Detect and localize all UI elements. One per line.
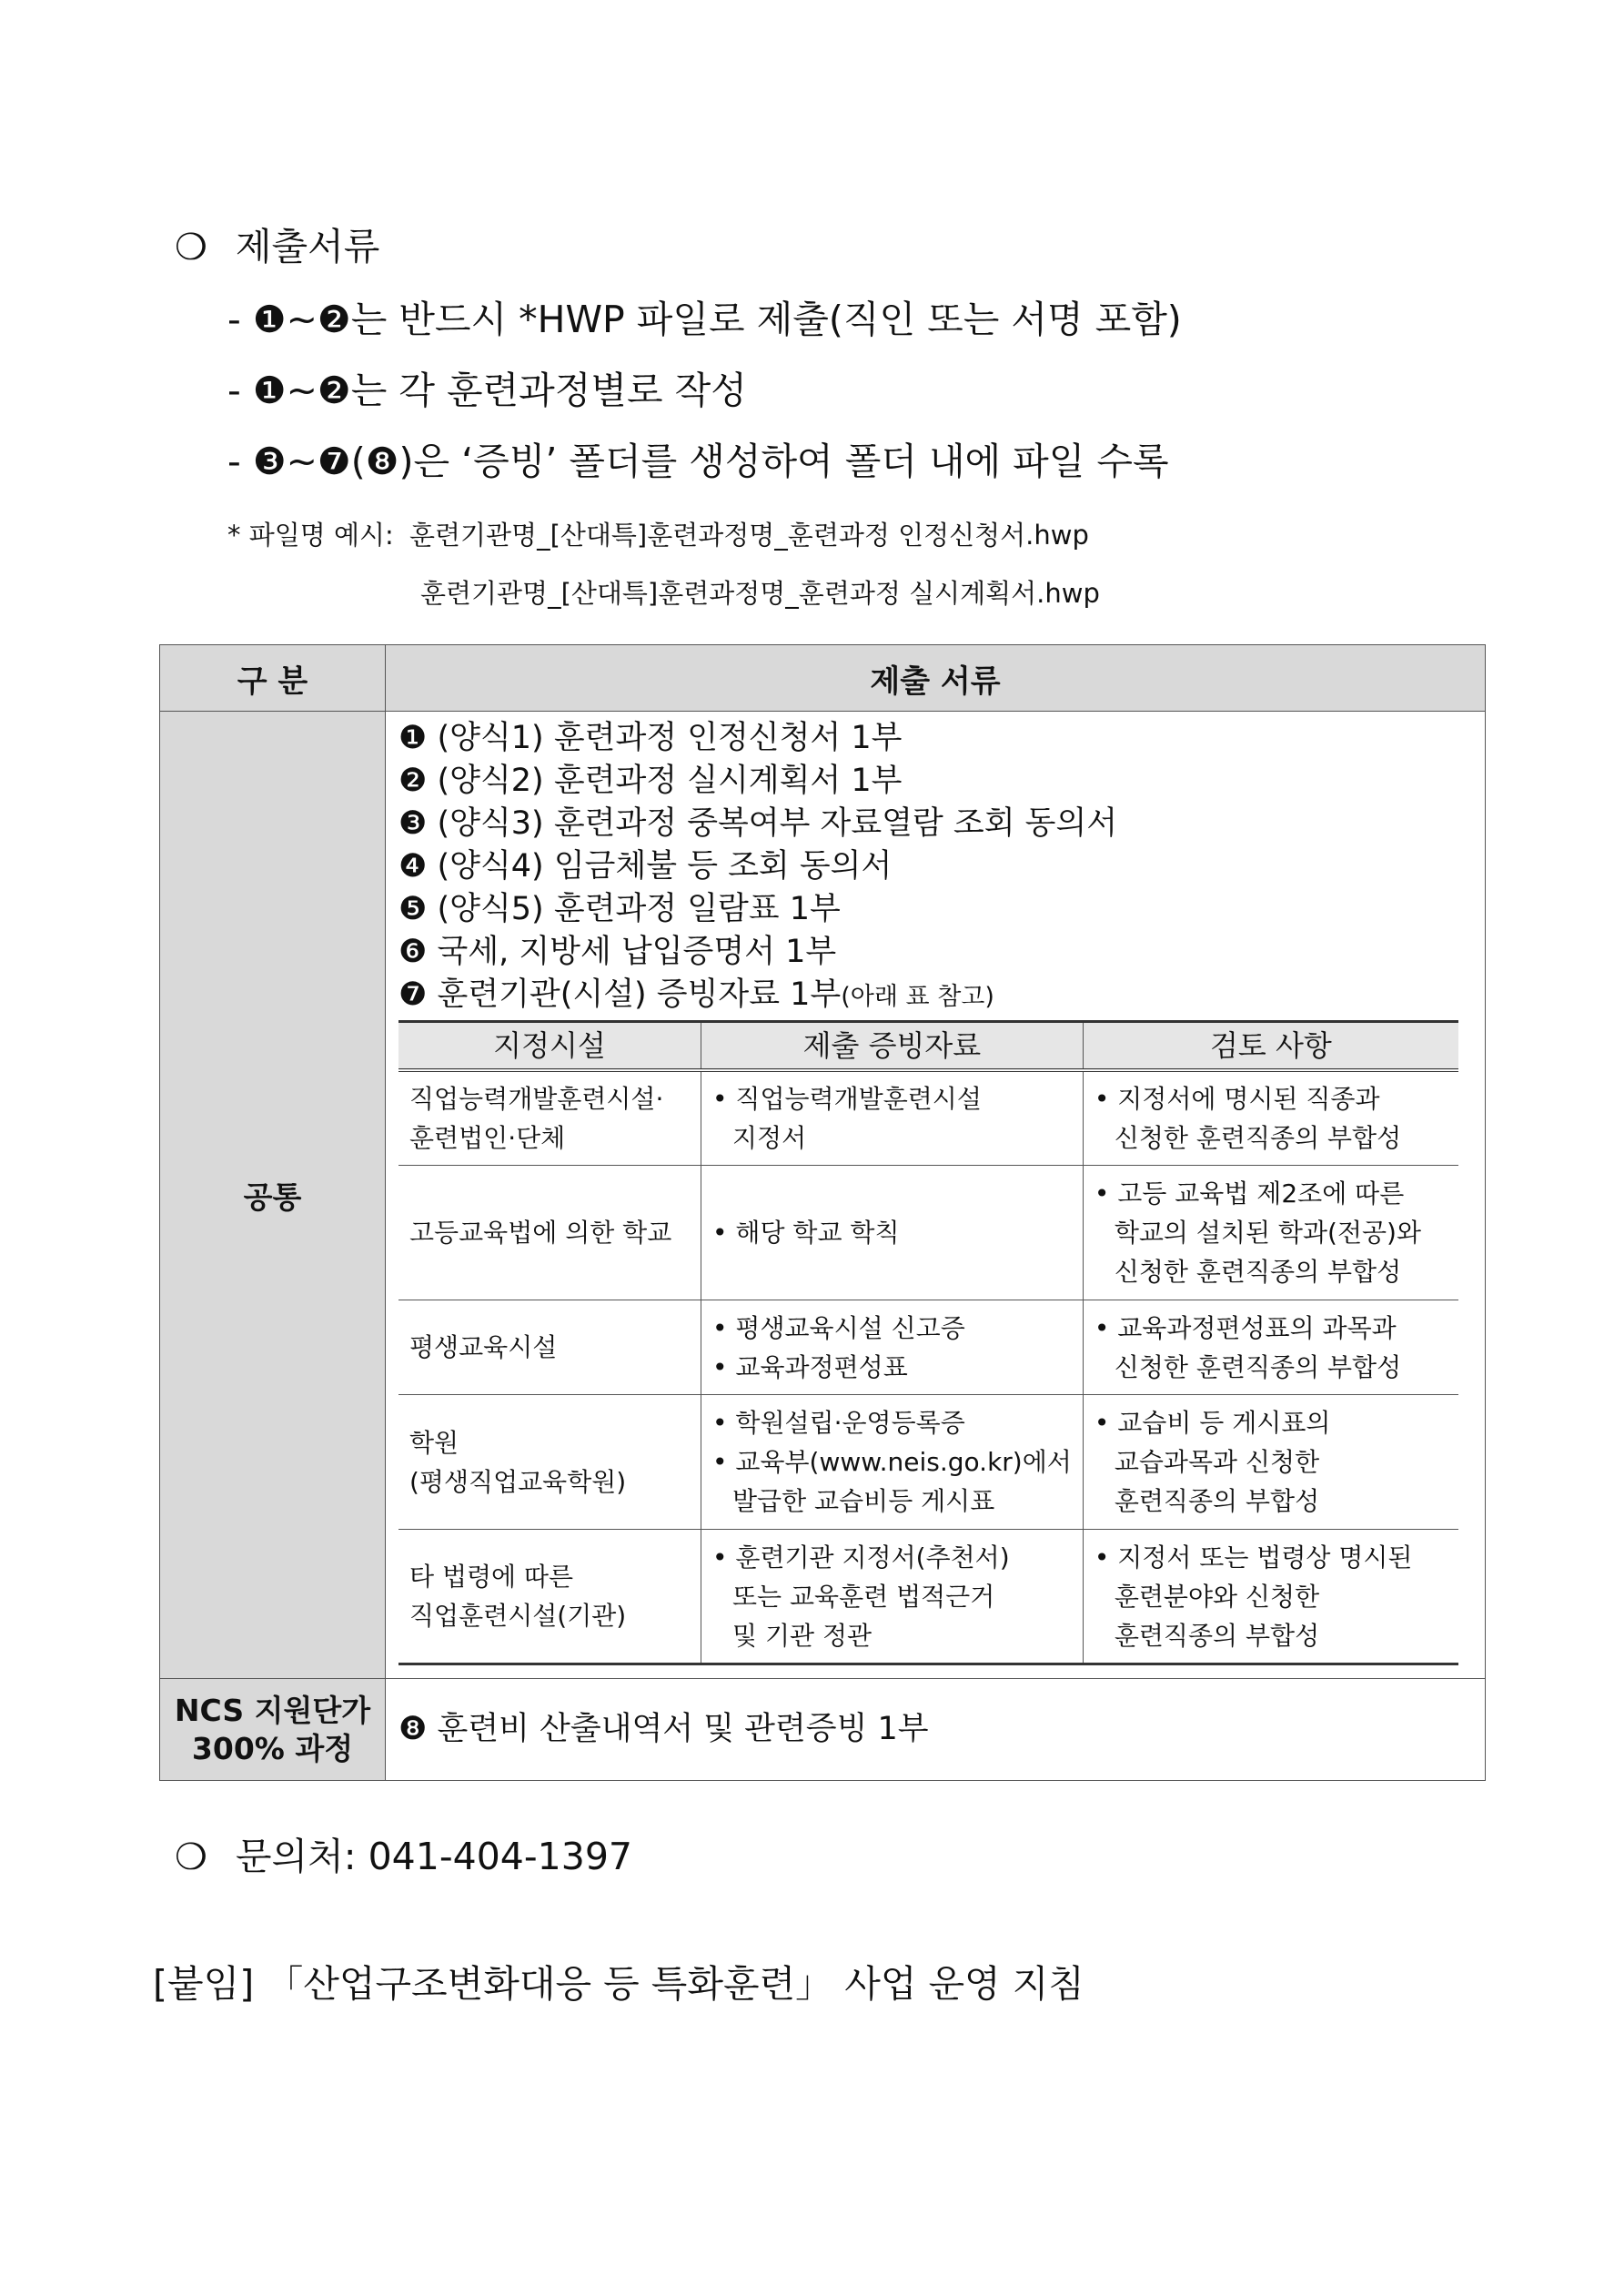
submit-section-heading — [175, 217, 379, 270]
doc-item: ❸ (양식3) 훈련과정 중복여부 자료열람 조회 동의서 — [398, 805, 1118, 842]
evidence-line: • 해당 학교 학칙 — [712, 1218, 900, 1248]
evidence-line: • 평생교육시설 신고증 — [712, 1312, 965, 1343]
submit-rule-2: - ❶~❷는 각 훈련과정별로 작성 — [227, 369, 747, 412]
documents-table — [159, 644, 1486, 1781]
ncs-doc: ❽ 훈련비 산출내역서 및 관련증빙 1부 — [386, 1679, 1486, 1781]
evidence-line: • 학원설립·운영등록증 — [712, 1408, 965, 1438]
evidence-line: • 훈련기관 지정서(추천서) — [712, 1542, 1010, 1573]
evidence-cell — [701, 1530, 1084, 1664]
facility-evidence-table — [398, 1020, 1458, 1665]
ncs-label-line: NCS 지원단가 — [174, 1692, 371, 1728]
facility-line: 훈련법인·단체 — [409, 1123, 566, 1153]
filename-example-2: 훈련기관명_[산대특]훈련과정명_훈련과정 실시계획서.hwp — [420, 578, 1100, 609]
ncs-label — [160, 1679, 386, 1781]
table-header-category: 구 분 — [160, 645, 386, 712]
evidence-line: 발급한 교습비등 게시표 — [732, 1486, 995, 1516]
doc-item: ❺ (양식5) 훈련과정 일람표 1부 — [398, 891, 841, 927]
ncs-label-line: 300% 과정 — [191, 1730, 354, 1766]
inner-header-review: 검토 사항 — [1083, 1022, 1458, 1071]
evidence-line: 또는 교육훈련 법적근거 — [732, 1581, 995, 1612]
evidence-cell — [701, 1300, 1084, 1395]
submit-rule-3: - ❸~❼(❽)은 ‘증빙’ 폴더를 생성하여 폴더 내에 파일 수록 — [227, 440, 1169, 483]
review-line: 훈련분야와 신청한 — [1114, 1581, 1320, 1612]
review-line: 훈련직종의 부합성 — [1114, 1486, 1320, 1516]
doc-item-7-text: ❼ 훈련기관(시설) 증빙자료 1부 — [398, 976, 842, 1013]
review-line: 신청한 훈련직종의 부합성 — [1114, 1257, 1402, 1287]
review-cell — [1083, 1530, 1458, 1664]
doc-item: ❶ (양식1) 훈련과정 인정신청서 1부 — [398, 720, 903, 756]
facility-cell — [398, 1166, 701, 1300]
review-cell — [1083, 1070, 1458, 1166]
table-header-docs: 제출 서류 — [386, 645, 1486, 712]
review-cell — [1083, 1395, 1458, 1530]
facility-line: 평생교육시설 — [409, 1332, 558, 1362]
filename-note — [227, 515, 1089, 552]
table-row — [398, 1070, 1458, 1166]
contact-text: 문의처: 041-404-1397 — [235, 1835, 633, 1878]
circle-bullet-icon: ❍ — [175, 227, 207, 268]
evidence-line: • 교육부(www.neis.go.kr)에서 — [712, 1447, 1072, 1477]
doc-item: ❹ (양식4) 임금체불 등 조회 동의서 — [398, 848, 893, 885]
doc-item-7-note: (아래 표 참고) — [841, 983, 994, 1011]
facility-line: 직업훈련시설(기관) — [409, 1601, 627, 1631]
doc-item: ❷ (양식2) 훈련과정 실시계획서 1부 — [398, 763, 903, 799]
evidence-cell — [701, 1166, 1084, 1300]
review-line: 신청한 훈련직종의 부합성 — [1114, 1123, 1402, 1153]
inner-header-evidence: 제출 증빙자료 — [701, 1022, 1084, 1071]
review-line: • 교육과정편성표의 과목과 — [1094, 1312, 1397, 1343]
evidence-line: 및 기관 정관 — [732, 1620, 873, 1651]
facility-line: 타 법령에 따른 — [409, 1562, 574, 1592]
review-line: • 지정서 또는 법령상 명시된 — [1094, 1542, 1413, 1573]
evidence-cell — [701, 1070, 1084, 1166]
review-cell — [1083, 1166, 1458, 1300]
facility-line: 고등교육법에 의한 학교 — [409, 1218, 672, 1248]
table-row — [398, 1166, 1458, 1300]
review-cell — [1083, 1300, 1458, 1395]
inner-header-facility: 지정시설 — [398, 1022, 701, 1071]
filename-note-label: * 파일명 예시: — [227, 520, 394, 551]
review-line: • 교습비 등 게시표의 — [1094, 1408, 1331, 1438]
review-line: • 지정서에 명시된 직종과 — [1094, 1084, 1380, 1114]
common-label: 공통 — [160, 712, 386, 1679]
circle-bullet-icon: ❍ — [175, 1836, 207, 1878]
filename-example-1: 훈련기관명_[산대특]훈련과정명_훈련과정 인정신청서.hwp — [409, 520, 1089, 551]
facility-line: (평생직업교육학원) — [409, 1466, 627, 1497]
facility-cell — [398, 1395, 701, 1530]
contact-line — [175, 1826, 632, 1880]
review-line: 훈련직종의 부합성 — [1114, 1620, 1320, 1651]
table-row — [398, 1300, 1458, 1395]
submit-section-title: 제출서류 — [235, 225, 380, 268]
table-row — [398, 1395, 1458, 1530]
facility-cell — [398, 1530, 701, 1664]
review-line: 교습과목과 신청한 — [1114, 1447, 1320, 1477]
facility-cell — [398, 1300, 701, 1395]
table-row — [398, 1530, 1458, 1664]
facility-cell — [398, 1070, 701, 1166]
evidence-cell — [701, 1395, 1084, 1530]
common-docs-cell — [386, 712, 1486, 1679]
review-line: 신청한 훈련직종의 부합성 — [1114, 1351, 1402, 1382]
evidence-line: 지정서 — [732, 1123, 807, 1153]
evidence-line: • 교육과정편성표 — [712, 1351, 908, 1382]
submit-rule-1: - ❶~❷는 반드시 *HWP 파일로 제출(직인 또는 서명 포함) — [227, 298, 1182, 341]
doc-item: ❻ 국세, 지방세 납입증명서 1부 — [398, 934, 837, 970]
review-line: 학교의 설치된 학과(전공)와 — [1114, 1218, 1422, 1248]
doc-item-7 — [398, 974, 1472, 1018]
attachment-line: [붙임] 「산업구조변화대응 등 특화훈련」 사업 운영 지침 — [153, 1962, 1084, 2006]
facility-line: 직업능력개발훈련시설· — [409, 1084, 664, 1114]
facility-line: 학원 — [409, 1427, 459, 1458]
review-line: • 고등 교육법 제2조에 따른 — [1094, 1178, 1405, 1209]
evidence-line: • 직업능력개발훈련시설 — [712, 1084, 982, 1114]
